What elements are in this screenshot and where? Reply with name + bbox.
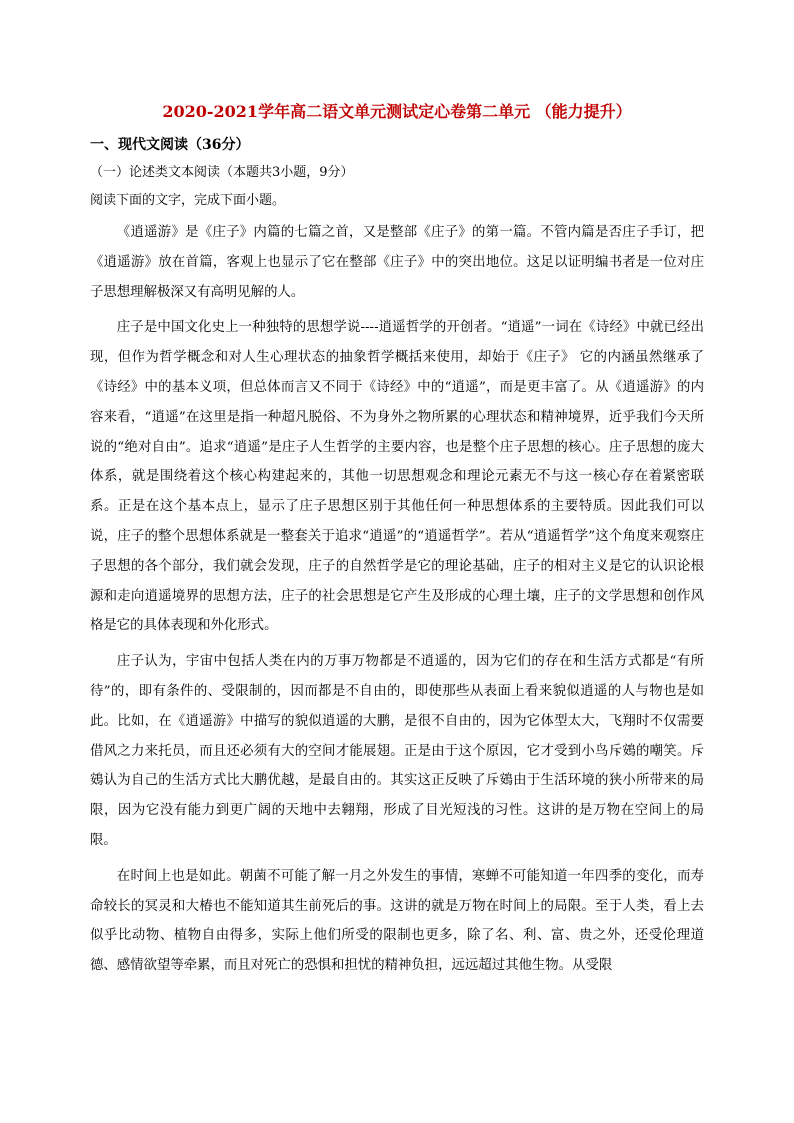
sub-heading: （一）论述类文本阅读（本题共3小题，9分） bbox=[90, 165, 354, 180]
reading-instruction: 阅读下面的文字，完成下面小题。 bbox=[90, 193, 286, 208]
paragraph-2: 庄子是中国文化史上一种独特的思想学说----逍遥哲学的开创者。“逍遥”一词在《诗经》中就已经出现，但作为哲学概念和对人生心理状态的抽象哲学概括来使用，却始于《庄子》 它的内涵虽然继承了《诗经》中的基本义项，但总体而言又不同于《诗经》中的“逍遥”，而是更丰富了。从《逍遥游》的内容来看，“逍遥”在这里是指一种超凡脱俗、不为身外之物所累的心理状态和精神境界，近乎我们今天所说的“绝对自由”。追求“逍遥”是庄子人生哲学的主要内容，也是整个庄子思想的核心。庄子思想的庞大体系，就是围绕着这个核心构建起来的，其他一切思想观念和理论元素无不与这一核心存在着紧密联系。正是在这个基本点上，显示了庄子思想区别于其他任何一种思想体系的主要特质。因此我们可以说，庄子的整个思想体系就是一整套关于追求“逍遥”的“逍遥哲学”。若从“逍遥哲学”这个角度来观察庄子思想的各个部分，我们就会发现，庄子的自然哲学是它的理论基础，庄子的相对主义是它的认识论根源和走向逍遥境界的思想方法，庄子的社会思想是它产生及形成的心理土壤，庄子的文学思想和创作风格是它的具体表现和外化形式。 bbox=[90, 320, 704, 634]
section-heading: 一、现代文阅读（36分） bbox=[90, 137, 250, 153]
paragraph-4: 在时间上也是如此。朝菌不可能了解一月之外发生的事情，寒蝉不可能知道一年四季的变化，而寿命较长的冥灵和大椿也不能知道其生前死后的事。这讲的就是万物在时间上的局限。至于人类，看上去似乎比动物、植物自由得多，实际上他们所受的限制也更多，除了名、利、富、贵之外，还受伦理道德、感情欲望等牵累，而且对死亡的恐惧和担忧的精神负担，远远超过其他生物。从受限 bbox=[90, 868, 704, 974]
document-title: 2020-2021学年高二语文单元测试定心卷第二单元 （能力提升） bbox=[162, 102, 632, 121]
document-body bbox=[90, 100, 704, 987]
paragraph-3: 庄子认为，宇宙中包括人类在内的万事万物都是不逍遥的，因为它们的存在和生活方式都是“有所待”的，即有条件的、受限制的，因而都是不自由的，即使那些从表面上看来貌似逍遥的人与物也是如此。比如，在《逍遥游》中描写的貌似逍遥的大鹏，是很不自由的，因为它体型太大，飞翔时不仅需要借风之力来托员，而且还必须有大的空间才能展翅。正是由于这个原因，它才受到小鸟斥鴳的嘲笑。斥鴳认为自己的生活方式比大鹏优越，是最自由的。其实这正反映了斥鴳由于生活环境的狭小所带来的局限，因为它没有能力到更广阔的天地中去翱翔，形成了目光短浅的习性。这讲的是万物在空间上的局限。 bbox=[90, 654, 704, 848]
paragraph-1: 《逍遥游》是《庄子》内篇的七篇之首，又是整部《庄子》的第一篇。不管内篇是否庄子手订，把《逍遥游》放在首篇，客观上也显示了它在整部《庄子》中的突出地位。这足以证明编书者是一位对庄子思想理解极深又有高明见解的人。 bbox=[90, 225, 704, 300]
